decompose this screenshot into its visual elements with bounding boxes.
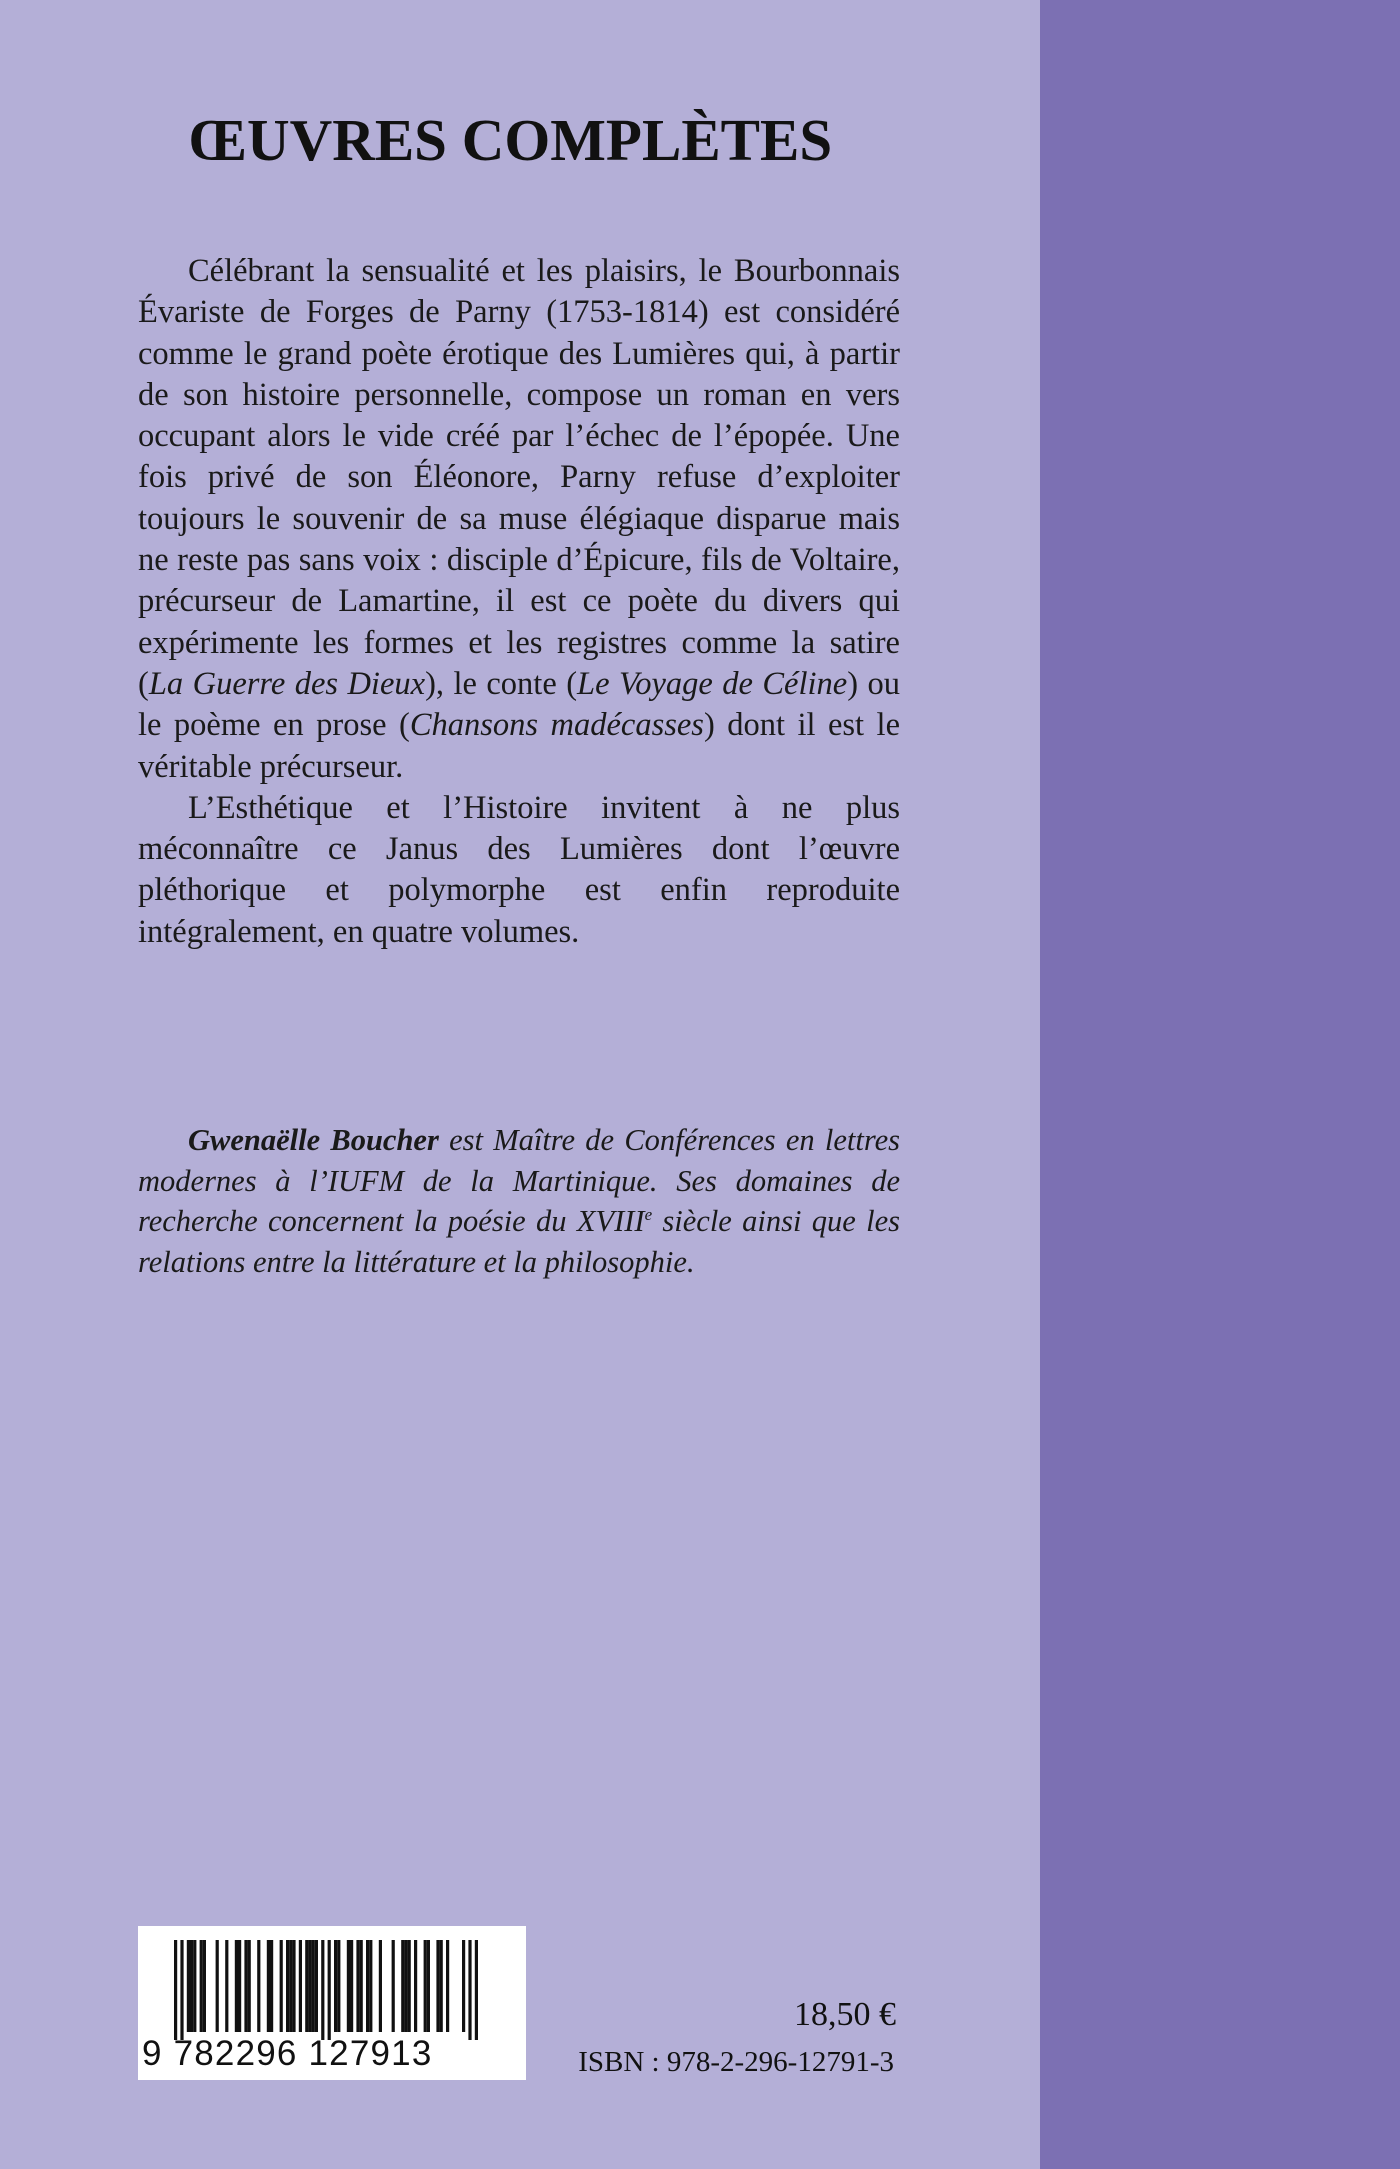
back-cover-summary bbox=[138, 251, 900, 953]
barcode-bar bbox=[244, 1940, 247, 2032]
barcode-bar bbox=[328, 1940, 331, 2040]
barcode-bar bbox=[392, 1940, 395, 2032]
barcode-bar bbox=[321, 1940, 324, 2040]
barcode-bar bbox=[427, 1940, 430, 2032]
barcode-bar bbox=[312, 1940, 315, 2032]
barcode-bar bbox=[350, 1940, 353, 2032]
barcode-bar bbox=[257, 1940, 260, 2032]
barcode-bar bbox=[235, 1940, 238, 2032]
barcode-bar bbox=[193, 1940, 196, 2032]
bio-superscript: e bbox=[644, 1204, 653, 1224]
summary-text: ) ou le poème en prose ( bbox=[138, 665, 900, 744]
barcode-bar bbox=[203, 1940, 206, 2032]
barcode-bar bbox=[408, 1940, 411, 2032]
barcode-bar bbox=[475, 1940, 478, 2040]
barcode-bar bbox=[308, 1940, 311, 2032]
author-bio bbox=[138, 1120, 900, 1282]
barcode-bar bbox=[200, 1940, 203, 2032]
author-name: Gwenaëlle Boucher bbox=[188, 1123, 439, 1157]
barcode-bar bbox=[216, 1940, 219, 2032]
barcode-bar bbox=[369, 1940, 372, 2032]
barcode-bar bbox=[366, 1940, 369, 2032]
barcode-bar bbox=[238, 1940, 241, 2032]
spine-band bbox=[1040, 0, 1400, 2169]
barcode-bar bbox=[248, 1940, 251, 2032]
barcode-bar bbox=[187, 1940, 190, 2032]
barcode-bar bbox=[401, 1940, 404, 2032]
bio-text-1: est Maître de Conférences en lettres modernes à l’IUFM de la Martinique. Ses domaines de recherche concernent la poésie du XVIII bbox=[138, 1123, 900, 1238]
barcode-bar bbox=[299, 1940, 302, 2032]
barcode-bar bbox=[462, 1940, 465, 2032]
barcode-bar bbox=[360, 1940, 363, 2032]
isbn: ISBN : 978-2-296-12791-3 bbox=[578, 2046, 894, 2078]
bio-text-2: siècle ainsi que les relations entre la littérature et la philosophie. bbox=[138, 1204, 900, 1279]
work-title: Chansons madécasses bbox=[409, 707, 704, 744]
barcode-bar bbox=[292, 1940, 295, 2032]
summary-paragraph-2 bbox=[138, 788, 900, 953]
barcode-bar bbox=[190, 1940, 193, 2032]
barcode-bar bbox=[424, 1940, 427, 2032]
barcode-bar bbox=[315, 1940, 318, 2032]
barcode-bar bbox=[225, 1940, 228, 2032]
summary-paragraph-1 bbox=[138, 251, 900, 788]
barcode-bar bbox=[414, 1940, 417, 2032]
barcode-bar bbox=[270, 1940, 273, 2032]
barcode-bar bbox=[446, 1940, 449, 2032]
barcode-bar bbox=[286, 1940, 289, 2032]
barcode-bar bbox=[379, 1940, 382, 2032]
summary-text: ) dont il est le véritable précurseur. bbox=[138, 707, 900, 785]
barcode-bar bbox=[280, 1940, 283, 2032]
barcode bbox=[138, 1926, 526, 2080]
work-title: Le Voyage de Céline bbox=[577, 665, 848, 702]
barcode-bar bbox=[440, 1940, 443, 2032]
barcode-digits: 9 782296 127913 bbox=[142, 2034, 433, 2073]
barcode-bar bbox=[180, 1940, 183, 2040]
summary-text: ), le conte ( bbox=[425, 665, 578, 702]
barcode-bar bbox=[356, 1940, 359, 2032]
barcode-bar bbox=[347, 1940, 350, 2032]
work-title: La Guerre des Dieux bbox=[148, 665, 426, 702]
barcode-bar bbox=[468, 1940, 471, 2040]
barcode-bar bbox=[334, 1940, 337, 2032]
barcode-bar bbox=[267, 1940, 270, 2032]
barcode-bar bbox=[174, 1940, 177, 2040]
barcode-bar bbox=[305, 1940, 308, 2032]
summary-text: Célébrant la sensualité et les plaisirs, le Bourbonnais Évariste de Forges de Parny (1753-1814) est considéré comme le grand poète érotique des Lumières qui, à partir de son histoire personnelle, compose un roman en vers occupant alors le vide créé par l’échec de l’épopée. Une fois privé de son Éléonore, Parny refuse d’exploiter toujours le souvenir de sa muse élégiaque disparue mais ne reste pas sans voix : disciple d’Épicure, fils de Voltaire, précurseur de Lamartine, il est ce poète du divers qui expérimente les formes et les registres comme la satire ( bbox=[138, 253, 900, 702]
barcode-bar bbox=[337, 1940, 340, 2032]
barcode-bar bbox=[404, 1940, 407, 2032]
price: 18,50 € bbox=[794, 1996, 896, 2033]
book-title: ŒUVRES COMPLÈTES bbox=[188, 107, 833, 173]
barcode-bar bbox=[436, 1940, 439, 2032]
summary-text: L’Esthétique et l’Histoire invitent à ne plus méconnaître ce Janus des Lumières dont l’œuvre pléthorique et polymorphe est enfin reproduite intégralement, en quatre volumes. bbox=[138, 789, 900, 950]
barcode-bar bbox=[289, 1940, 292, 2032]
